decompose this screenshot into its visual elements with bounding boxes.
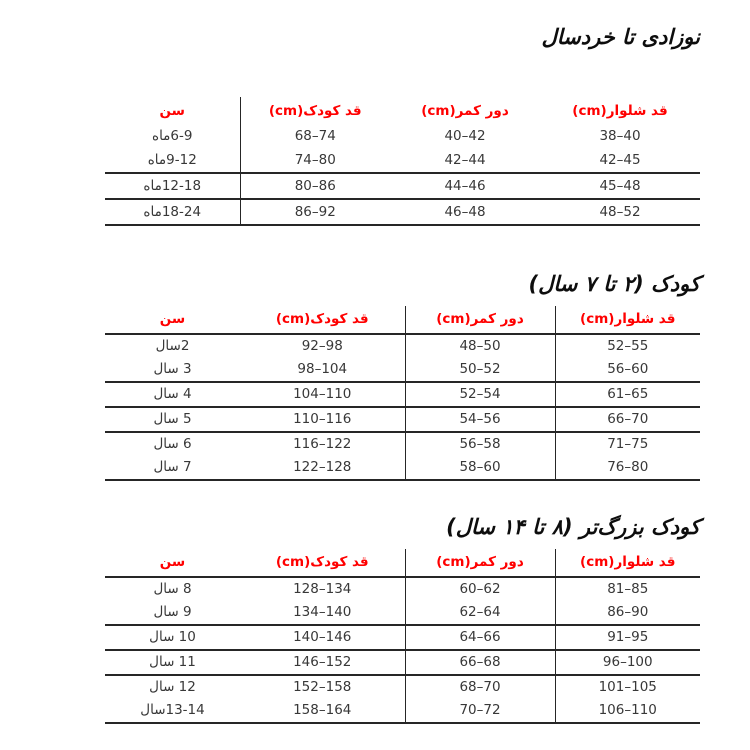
- table-row: [105, 382, 700, 407]
- pants-cell: 45–48: [540, 173, 700, 199]
- waist-cell: 50–52: [405, 358, 555, 382]
- section-title-child-2-7: کودک (۲ تا ۷ سال): [528, 272, 700, 297]
- table-row: [105, 625, 700, 650]
- height-cell: 80–86: [240, 173, 390, 199]
- table-row: [105, 432, 700, 456]
- age-cell: 9-12ماه: [105, 148, 240, 173]
- table-row: [105, 675, 700, 699]
- waist-cell: 66–68: [405, 650, 555, 675]
- waist-cell: 40–42: [444, 128, 486, 145]
- pants-cell: 66–70: [555, 407, 700, 432]
- waist-cell: 64–66: [405, 625, 555, 650]
- pants-cell: 48–52: [540, 199, 700, 225]
- age-cell: 13-14سال: [105, 699, 240, 723]
- waist-cell: 42–44: [390, 148, 540, 173]
- height-cell: 104–110: [240, 382, 405, 407]
- age-cell: 18-24ماه: [105, 199, 240, 225]
- table-row: [105, 124, 700, 148]
- table-row: [105, 601, 700, 625]
- table-header-row: [105, 306, 700, 334]
- size-table-child-2-7: [105, 306, 700, 481]
- pants-cell: 61–65: [555, 382, 700, 407]
- height-cell: 86–92: [240, 199, 390, 225]
- age-cell: 12 سال: [149, 679, 196, 696]
- table-row: [105, 456, 700, 480]
- size-table-newborn-toddler: [105, 97, 700, 226]
- section-title-child-8-14: کودک بزرگ‌تر (۸ تا ۱۴ سال): [446, 514, 700, 539]
- table-row: [105, 199, 700, 225]
- age-cell: 7 سال: [105, 456, 240, 480]
- height-cell: 122–128: [240, 456, 405, 480]
- age-cell: 6 سال: [153, 436, 192, 453]
- age-cell: 3 سال: [105, 358, 240, 382]
- waist-cell: 68–70: [405, 675, 555, 699]
- waist-cell: 44–46: [390, 173, 540, 199]
- height-cell: 110–116: [240, 407, 405, 432]
- waist-cell: 54–56: [405, 407, 555, 432]
- pants-cell: 91–95: [555, 625, 700, 650]
- height-cell: 134–140: [240, 601, 405, 625]
- age-cell: 10 سال: [105, 625, 240, 650]
- table-header-row: [105, 549, 700, 577]
- column-header-age: سن: [105, 549, 240, 577]
- pants-cell: 81–85: [607, 581, 649, 598]
- age-cell: 9 سال: [105, 601, 240, 625]
- height-cell: 128–134: [240, 577, 405, 601]
- age-cell: 2سال: [155, 338, 190, 355]
- table-row: [105, 334, 700, 358]
- section-title-newborn-toddler: نوزادی تا خردسال: [541, 25, 700, 49]
- column-header-waist: دور کمر(cm): [405, 306, 555, 334]
- table-header-row: [105, 97, 700, 124]
- table-row: [105, 407, 700, 432]
- height-cell: 68–74: [294, 128, 336, 145]
- column-header-child-height: قد کودک(cm): [240, 549, 405, 577]
- age-cell: 6-9ماه: [105, 124, 240, 148]
- table-row: [105, 650, 700, 675]
- waist-cell: 56–58: [405, 432, 555, 456]
- waist-cell: 70–72: [405, 699, 555, 723]
- pants-cell: 101–105: [598, 679, 657, 696]
- table-row: [105, 358, 700, 382]
- column-header-child-height: قد کودک(cm): [240, 306, 405, 334]
- age-cell: 4 سال: [105, 382, 240, 407]
- waist-cell: 52–54: [405, 382, 555, 407]
- pants-cell: 38–40: [599, 128, 641, 145]
- pants-cell: 52–55: [607, 338, 649, 355]
- pants-cell: 106–110: [555, 699, 700, 723]
- table-row: [105, 173, 700, 199]
- height-cell: 98–104: [240, 358, 405, 382]
- height-cell: 92–98: [240, 334, 405, 358]
- table-row: [105, 699, 700, 723]
- waist-cell: 58–60: [405, 456, 555, 480]
- table-row: [105, 577, 700, 601]
- pants-cell: 96–100: [555, 650, 700, 675]
- waist-cell: 48–50: [405, 334, 555, 358]
- column-header-waist: دور کمر(cm): [421, 102, 509, 119]
- waist-cell: 62–64: [405, 601, 555, 625]
- waist-cell: 46–48: [390, 199, 540, 225]
- age-cell: 5 سال: [105, 407, 240, 432]
- pants-cell: 42–45: [540, 148, 700, 173]
- pants-cell: 56–60: [555, 358, 700, 382]
- age-cell: 12-18ماه: [105, 173, 240, 199]
- pants-cell: 86–90: [555, 601, 700, 625]
- height-cell: 152–158: [240, 675, 405, 699]
- column-header-age: سن: [105, 306, 240, 334]
- age-cell: 11 سال: [105, 650, 240, 675]
- height-cell: 116–122: [240, 432, 405, 456]
- height-cell: 74–80: [240, 148, 390, 173]
- column-header-pants-length: قد شلوار(cm): [555, 549, 700, 577]
- pants-cell: 76–80: [555, 456, 700, 480]
- pants-cell: 71–75: [607, 436, 649, 453]
- column-header-pants-length: قد شلوار(cm): [572, 102, 668, 119]
- waist-cell: 60–62: [405, 577, 555, 601]
- table-row: [105, 148, 700, 173]
- column-header-child-height: قد کودک(cm): [268, 102, 362, 119]
- height-cell: 146–152: [240, 650, 405, 675]
- height-cell: 158–164: [240, 699, 405, 723]
- column-header-age: سن: [105, 97, 240, 124]
- size-table-child-8-14: [105, 549, 700, 724]
- column-header-waist: دور کمر(cm): [405, 549, 555, 577]
- height-cell: 140–146: [240, 625, 405, 650]
- age-cell: 8 سال: [153, 581, 192, 598]
- column-header-pants-length: قد شلوار(cm): [555, 306, 700, 334]
